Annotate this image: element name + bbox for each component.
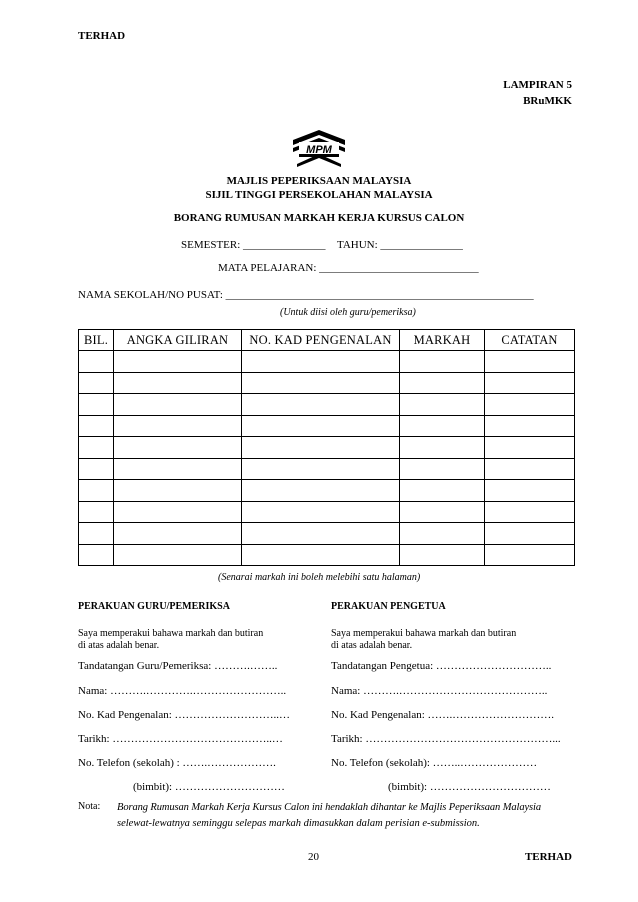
table-row	[79, 372, 575, 394]
right-signature-field[interactable]: Tandatangan Pengetua: …………………………..	[331, 660, 552, 672]
cell-angka-giliran[interactable]	[114, 437, 242, 459]
mata-pelajaran-field[interactable]: MATA PELAJARAN: _____________________________	[218, 262, 479, 274]
cell-bil[interactable]	[79, 480, 114, 502]
cell-angka-giliran[interactable]	[114, 480, 242, 502]
left-ic-field[interactable]: No. Kad Pengenalan: ………………………..…	[78, 709, 291, 721]
cell-angka-giliran[interactable]	[114, 458, 242, 480]
col-catatan: CATATAN	[485, 330, 575, 351]
tahun-field[interactable]: TAHUN: _______________	[337, 239, 463, 251]
cell-angka-giliran[interactable]	[114, 351, 242, 373]
cell-no-kad-pengenalan[interactable]	[242, 372, 400, 394]
right-statement-2: di atas adalah benar.	[331, 640, 413, 651]
table-body	[79, 351, 575, 566]
table-row	[79, 351, 575, 373]
cell-markah[interactable]	[400, 458, 485, 480]
cell-markah[interactable]	[400, 415, 485, 437]
cell-markah[interactable]	[400, 351, 485, 373]
cell-no-kad-pengenalan[interactable]	[242, 480, 400, 502]
sekolah-field[interactable]: NAMA SEKOLAH/NO PUSAT: ________________________________________________________	[78, 289, 534, 301]
right-bimbit-field[interactable]: (bimbit): ……………………………	[388, 781, 551, 793]
cell-catatan[interactable]	[485, 372, 575, 394]
page-number: 20	[308, 851, 319, 863]
cell-no-kad-pengenalan[interactable]	[242, 458, 400, 480]
cell-angka-giliran[interactable]	[114, 544, 242, 566]
col-angka-giliran: ANGKA GILIRAN	[114, 330, 242, 351]
left-heading: PERAKUAN GURU/PEMERIKSA	[78, 601, 230, 612]
cell-bil[interactable]	[79, 544, 114, 566]
cell-markah[interactable]	[400, 523, 485, 545]
cell-catatan[interactable]	[485, 458, 575, 480]
table-row	[79, 458, 575, 480]
cell-markah[interactable]	[400, 372, 485, 394]
table-footnote: (Senarai markah ini boleh melebihi satu halaman)	[218, 572, 421, 583]
svg-text:MPM: MPM	[306, 144, 332, 156]
left-statement-2: di atas adalah benar.	[78, 640, 160, 651]
table-row	[79, 437, 575, 459]
table-row	[79, 394, 575, 416]
cell-markah[interactable]	[400, 437, 485, 459]
cell-bil[interactable]	[79, 458, 114, 480]
col-markah: MARKAH	[400, 330, 485, 351]
cell-bil[interactable]	[79, 394, 114, 416]
classification-footer: TERHAD	[524, 851, 572, 863]
cell-catatan[interactable]	[485, 351, 575, 373]
mpm-logo-icon	[291, 128, 347, 168]
nota-label: Nota:	[78, 801, 101, 812]
semester-field[interactable]: SEMESTER: _______________	[181, 239, 326, 251]
cert-title: SIJIL TINGGI PERSEKOLAHAN MALAYSIA	[205, 189, 433, 201]
left-tarikh-field[interactable]: Tarikh: ……………………………………..…	[78, 733, 283, 745]
right-heading: PERAKUAN PENGETUA	[331, 601, 446, 612]
cell-angka-giliran[interactable]	[114, 415, 242, 437]
cell-catatan[interactable]	[485, 501, 575, 523]
mpm-logo	[291, 128, 347, 168]
table-row	[79, 523, 575, 545]
cell-catatan[interactable]	[485, 415, 575, 437]
cell-angka-giliran[interactable]	[114, 523, 242, 545]
cell-catatan[interactable]	[485, 480, 575, 502]
table-row	[79, 480, 575, 502]
form-code: BRuMKK	[523, 95, 572, 107]
cell-angka-giliran[interactable]	[114, 501, 242, 523]
cell-catatan[interactable]	[485, 544, 575, 566]
cell-no-kad-pengenalan[interactable]	[242, 394, 400, 416]
fill-instruction: (Untuk diisi oleh guru/pemeriksa)	[280, 307, 416, 318]
cell-bil[interactable]	[79, 415, 114, 437]
left-telefon-field[interactable]: No. Telefon (sekolah) : …….……………….	[78, 757, 276, 769]
cell-angka-giliran[interactable]	[114, 372, 242, 394]
form-title: BORANG RUMUSAN MARKAH KERJA KURSUS CALON	[173, 212, 465, 224]
classification-header: TERHAD	[78, 30, 126, 42]
org-title: MAJLIS PEPERIKSAAN MALAYSIA	[226, 175, 412, 187]
table-row	[79, 501, 575, 523]
table-row	[79, 544, 575, 566]
cell-no-kad-pengenalan[interactable]	[242, 415, 400, 437]
cell-markah[interactable]	[400, 394, 485, 416]
cell-bil[interactable]	[79, 351, 114, 373]
col-no-kad-pengenalan: NO. KAD PENGENALAN	[242, 330, 400, 351]
right-statement-1: Saya memperakui bahawa markah dan butiran	[331, 628, 517, 639]
right-telefon-field[interactable]: No. Telefon (sekolah): ……..…………………	[331, 757, 538, 769]
left-bimbit-field[interactable]: (bimbit): …………………………	[133, 781, 285, 793]
cell-no-kad-pengenalan[interactable]	[242, 501, 400, 523]
cell-bil[interactable]	[79, 437, 114, 459]
cell-catatan[interactable]	[485, 394, 575, 416]
left-signature-field[interactable]: Tandatangan Guru/Pemeriksa: ……….……..	[78, 660, 278, 672]
cell-markah[interactable]	[400, 501, 485, 523]
left-statement-1: Saya memperakui bahawa markah dan butiran	[78, 628, 264, 639]
right-tarikh-field[interactable]: Tarikh: ……………………………………………...	[331, 733, 561, 745]
right-nama-field[interactable]: Nama: ……….…………………………………..	[331, 685, 548, 697]
nota-line-1: Borang Rumusan Markah Kerja Kursus Calon ini hendaklah dihantar ke Majlis Peperiksaan Malaysia	[117, 802, 541, 813]
cell-no-kad-pengenalan[interactable]	[242, 437, 400, 459]
left-nama-field[interactable]: Nama: ……….………….……………………..	[78, 685, 287, 697]
cell-no-kad-pengenalan[interactable]	[242, 544, 400, 566]
cell-no-kad-pengenalan[interactable]	[242, 351, 400, 373]
right-ic-field[interactable]: No. Kad Pengenalan: …….……………………….	[331, 709, 555, 721]
cell-no-kad-pengenalan[interactable]	[242, 523, 400, 545]
cell-bil[interactable]	[79, 523, 114, 545]
table-row	[79, 415, 575, 437]
marks-table	[78, 329, 575, 566]
cell-catatan[interactable]	[485, 523, 575, 545]
appendix-label: LAMPIRAN 5	[503, 79, 572, 91]
cell-bil[interactable]	[79, 372, 114, 394]
nota-line-2: selewat-lewatnya seminggu selepas markah dimasukkan dalam perisian e-submission.	[117, 818, 480, 829]
col-bil: BIL.	[79, 330, 114, 351]
cell-bil[interactable]	[79, 501, 114, 523]
cell-angka-giliran[interactable]	[114, 394, 242, 416]
cell-markah[interactable]	[400, 544, 485, 566]
cell-catatan[interactable]	[485, 437, 575, 459]
cell-markah[interactable]	[400, 480, 485, 502]
